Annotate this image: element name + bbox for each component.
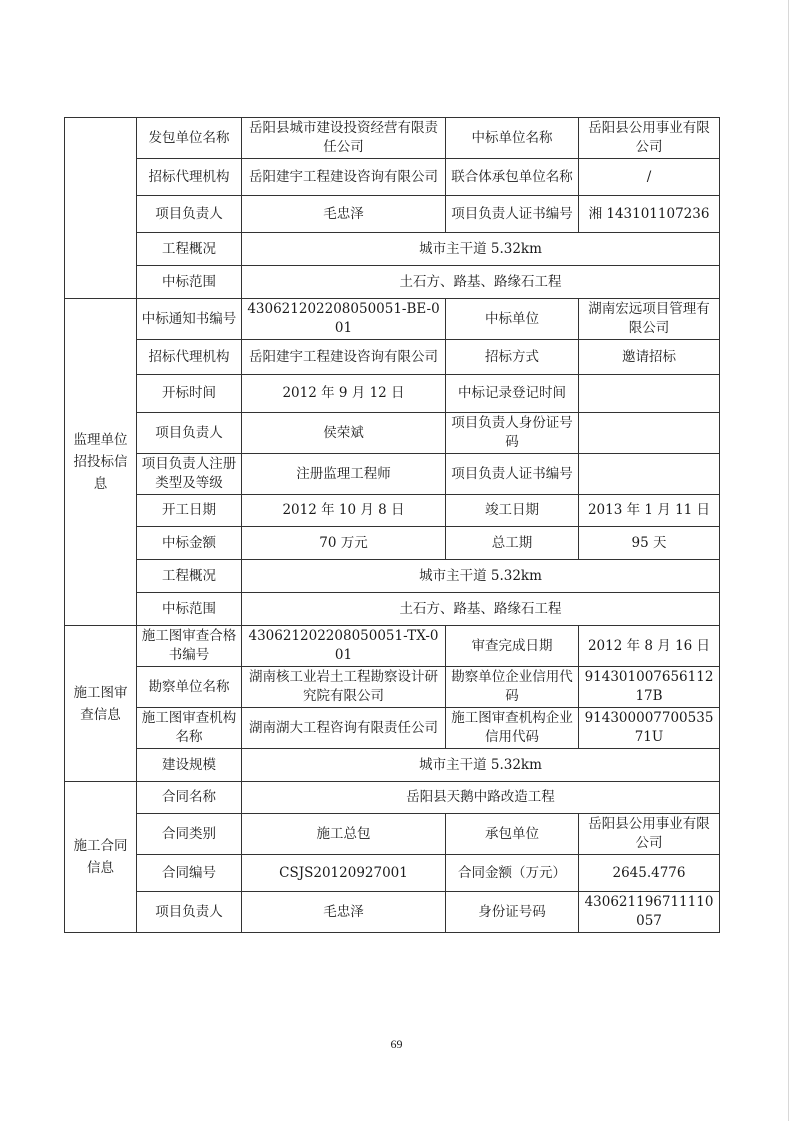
- table-row: [65, 892, 720, 933]
- table-row: [65, 814, 720, 855]
- field-value: [579, 454, 720, 495]
- field-value: 土石方、路基、路缘石工程: [242, 266, 720, 299]
- field-label: 中标单位名称: [446, 118, 579, 159]
- field-value: 岳阳县天鹅中路改造工程: [242, 782, 720, 814]
- section-label: [65, 118, 137, 299]
- field-label: 竣工日期: [446, 495, 579, 527]
- field-label: 施工图审查机构企业信用代码: [446, 708, 579, 749]
- field-value: 95 天: [579, 527, 720, 560]
- field-label: 招标代理机构: [137, 159, 242, 196]
- section-label: 施工合同信息: [65, 782, 137, 933]
- field-value: 岳阳建宇工程建设咨询有限公司: [242, 340, 446, 375]
- table-row: [65, 626, 720, 667]
- table-row: [65, 749, 720, 782]
- field-label: 中标范围: [137, 593, 242, 626]
- field-label: 工程概况: [137, 233, 242, 266]
- field-label: 工程概况: [137, 560, 242, 593]
- field-value: 岳阳县公用事业有限公司: [579, 814, 720, 855]
- field-label: 身份证号码: [446, 892, 579, 933]
- section-label: 监理单位招投标信息: [65, 299, 137, 626]
- table-row: [65, 233, 720, 266]
- table-row: [65, 118, 720, 159]
- field-label: 中标金额: [137, 527, 242, 560]
- field-value: 湖南湖大工程咨询有限责任公司: [242, 708, 446, 749]
- field-label: 招标方式: [446, 340, 579, 375]
- field-value: 城市主干道 5.32km: [242, 749, 720, 782]
- field-value: 430621196711110057: [579, 892, 720, 933]
- field-value: 岳阳县公用事业有限公司: [579, 118, 720, 159]
- field-value: 岳阳县城市建设投资经营有限责任公司: [242, 118, 446, 159]
- field-value: 施工总包: [242, 814, 446, 855]
- table-row: [65, 299, 720, 340]
- field-value: 70 万元: [242, 527, 446, 560]
- field-label: 总工期: [446, 527, 579, 560]
- table-row: [65, 593, 720, 626]
- field-value: 城市主干道 5.32km: [242, 233, 720, 266]
- field-value: 2012 年 10 月 8 日: [242, 495, 446, 527]
- table-row: [65, 708, 720, 749]
- field-value: 邀请招标: [579, 340, 720, 375]
- field-value: 91430000770053571U: [579, 708, 720, 749]
- table-row: [65, 413, 720, 454]
- field-label: 勘察单位企业信用代码: [446, 667, 579, 708]
- table-row: [65, 667, 720, 708]
- field-label: 项目负责人: [137, 196, 242, 233]
- field-value: CSJS20120927001: [242, 855, 446, 892]
- field-label: 项目负责人证书编号: [446, 196, 579, 233]
- field-value: 毛忠泽: [242, 196, 446, 233]
- table-row: [65, 340, 720, 375]
- field-label: 勘察单位名称: [137, 667, 242, 708]
- field-value: 岳阳建宇工程建设咨询有限公司: [242, 159, 446, 196]
- table-row: [65, 159, 720, 196]
- field-label: 承包单位: [446, 814, 579, 855]
- project-info-table: [64, 117, 720, 933]
- table-row: [65, 527, 720, 560]
- field-value: 湖南核工业岩土工程勘察设计研究院有限公司: [242, 667, 446, 708]
- field-label: 施工图审查机构名称: [137, 708, 242, 749]
- table-row: [65, 782, 720, 814]
- field-value: 侯荣斌: [242, 413, 446, 454]
- field-value: 湘 143101107236: [579, 196, 720, 233]
- field-label: 中标通知书编号: [137, 299, 242, 340]
- section-label: 施工图审查信息: [65, 626, 137, 782]
- table-row: [65, 855, 720, 892]
- table-body: [65, 118, 720, 933]
- field-label: 施工图审查合格书编号: [137, 626, 242, 667]
- field-value: [579, 375, 720, 413]
- field-value: 土石方、路基、路缘石工程: [242, 593, 720, 626]
- field-value: 毛忠泽: [242, 892, 446, 933]
- field-label: 合同类别: [137, 814, 242, 855]
- field-label: 项目负责人证书编号: [446, 454, 579, 495]
- field-label: 项目负责人: [137, 892, 242, 933]
- table-row: [65, 560, 720, 593]
- field-value: 430621202208050051-BE-001: [242, 299, 446, 340]
- field-label: 中标记录登记时间: [446, 375, 579, 413]
- field-value: /: [579, 159, 720, 196]
- field-value: 2012 年 8 月 16 日: [579, 626, 720, 667]
- field-label: 合同名称: [137, 782, 242, 814]
- table-row: [65, 196, 720, 233]
- field-value: 注册监理工程师: [242, 454, 446, 495]
- field-value: 湖南宏远项目管理有限公司: [579, 299, 720, 340]
- field-label: 项目负责人: [137, 413, 242, 454]
- field-label: 建设规模: [137, 749, 242, 782]
- field-label: 中标单位: [446, 299, 579, 340]
- page-edge: [788, 0, 789, 1121]
- field-label: 发包单位名称: [137, 118, 242, 159]
- field-label: 审查完成日期: [446, 626, 579, 667]
- field-value: 2013 年 1 月 11 日: [579, 495, 720, 527]
- field-value: 2012 年 9 月 12 日: [242, 375, 446, 413]
- field-value: 城市主干道 5.32km: [242, 560, 720, 593]
- field-label: 开标时间: [137, 375, 242, 413]
- field-value: [579, 413, 720, 454]
- field-label: 中标范围: [137, 266, 242, 299]
- field-label: 开工日期: [137, 495, 242, 527]
- field-label: 招标代理机构: [137, 340, 242, 375]
- field-value: 91430100765611217B: [579, 667, 720, 708]
- table-row: [65, 454, 720, 495]
- field-value: 2645.4776: [579, 855, 720, 892]
- table-row: [65, 375, 720, 413]
- field-label: 项目负责人注册类型及等级: [137, 454, 242, 495]
- field-label: 联合体承包单位名称: [446, 159, 579, 196]
- field-label: 项目负责人身份证号码: [446, 413, 579, 454]
- field-value: 430621202208050051-TX-001: [242, 626, 446, 667]
- field-label: 合同金额（万元）: [446, 855, 579, 892]
- field-label: 合同编号: [137, 855, 242, 892]
- page-number: 69: [390, 1037, 403, 1051]
- table-row: [65, 266, 720, 299]
- table-row: [65, 495, 720, 527]
